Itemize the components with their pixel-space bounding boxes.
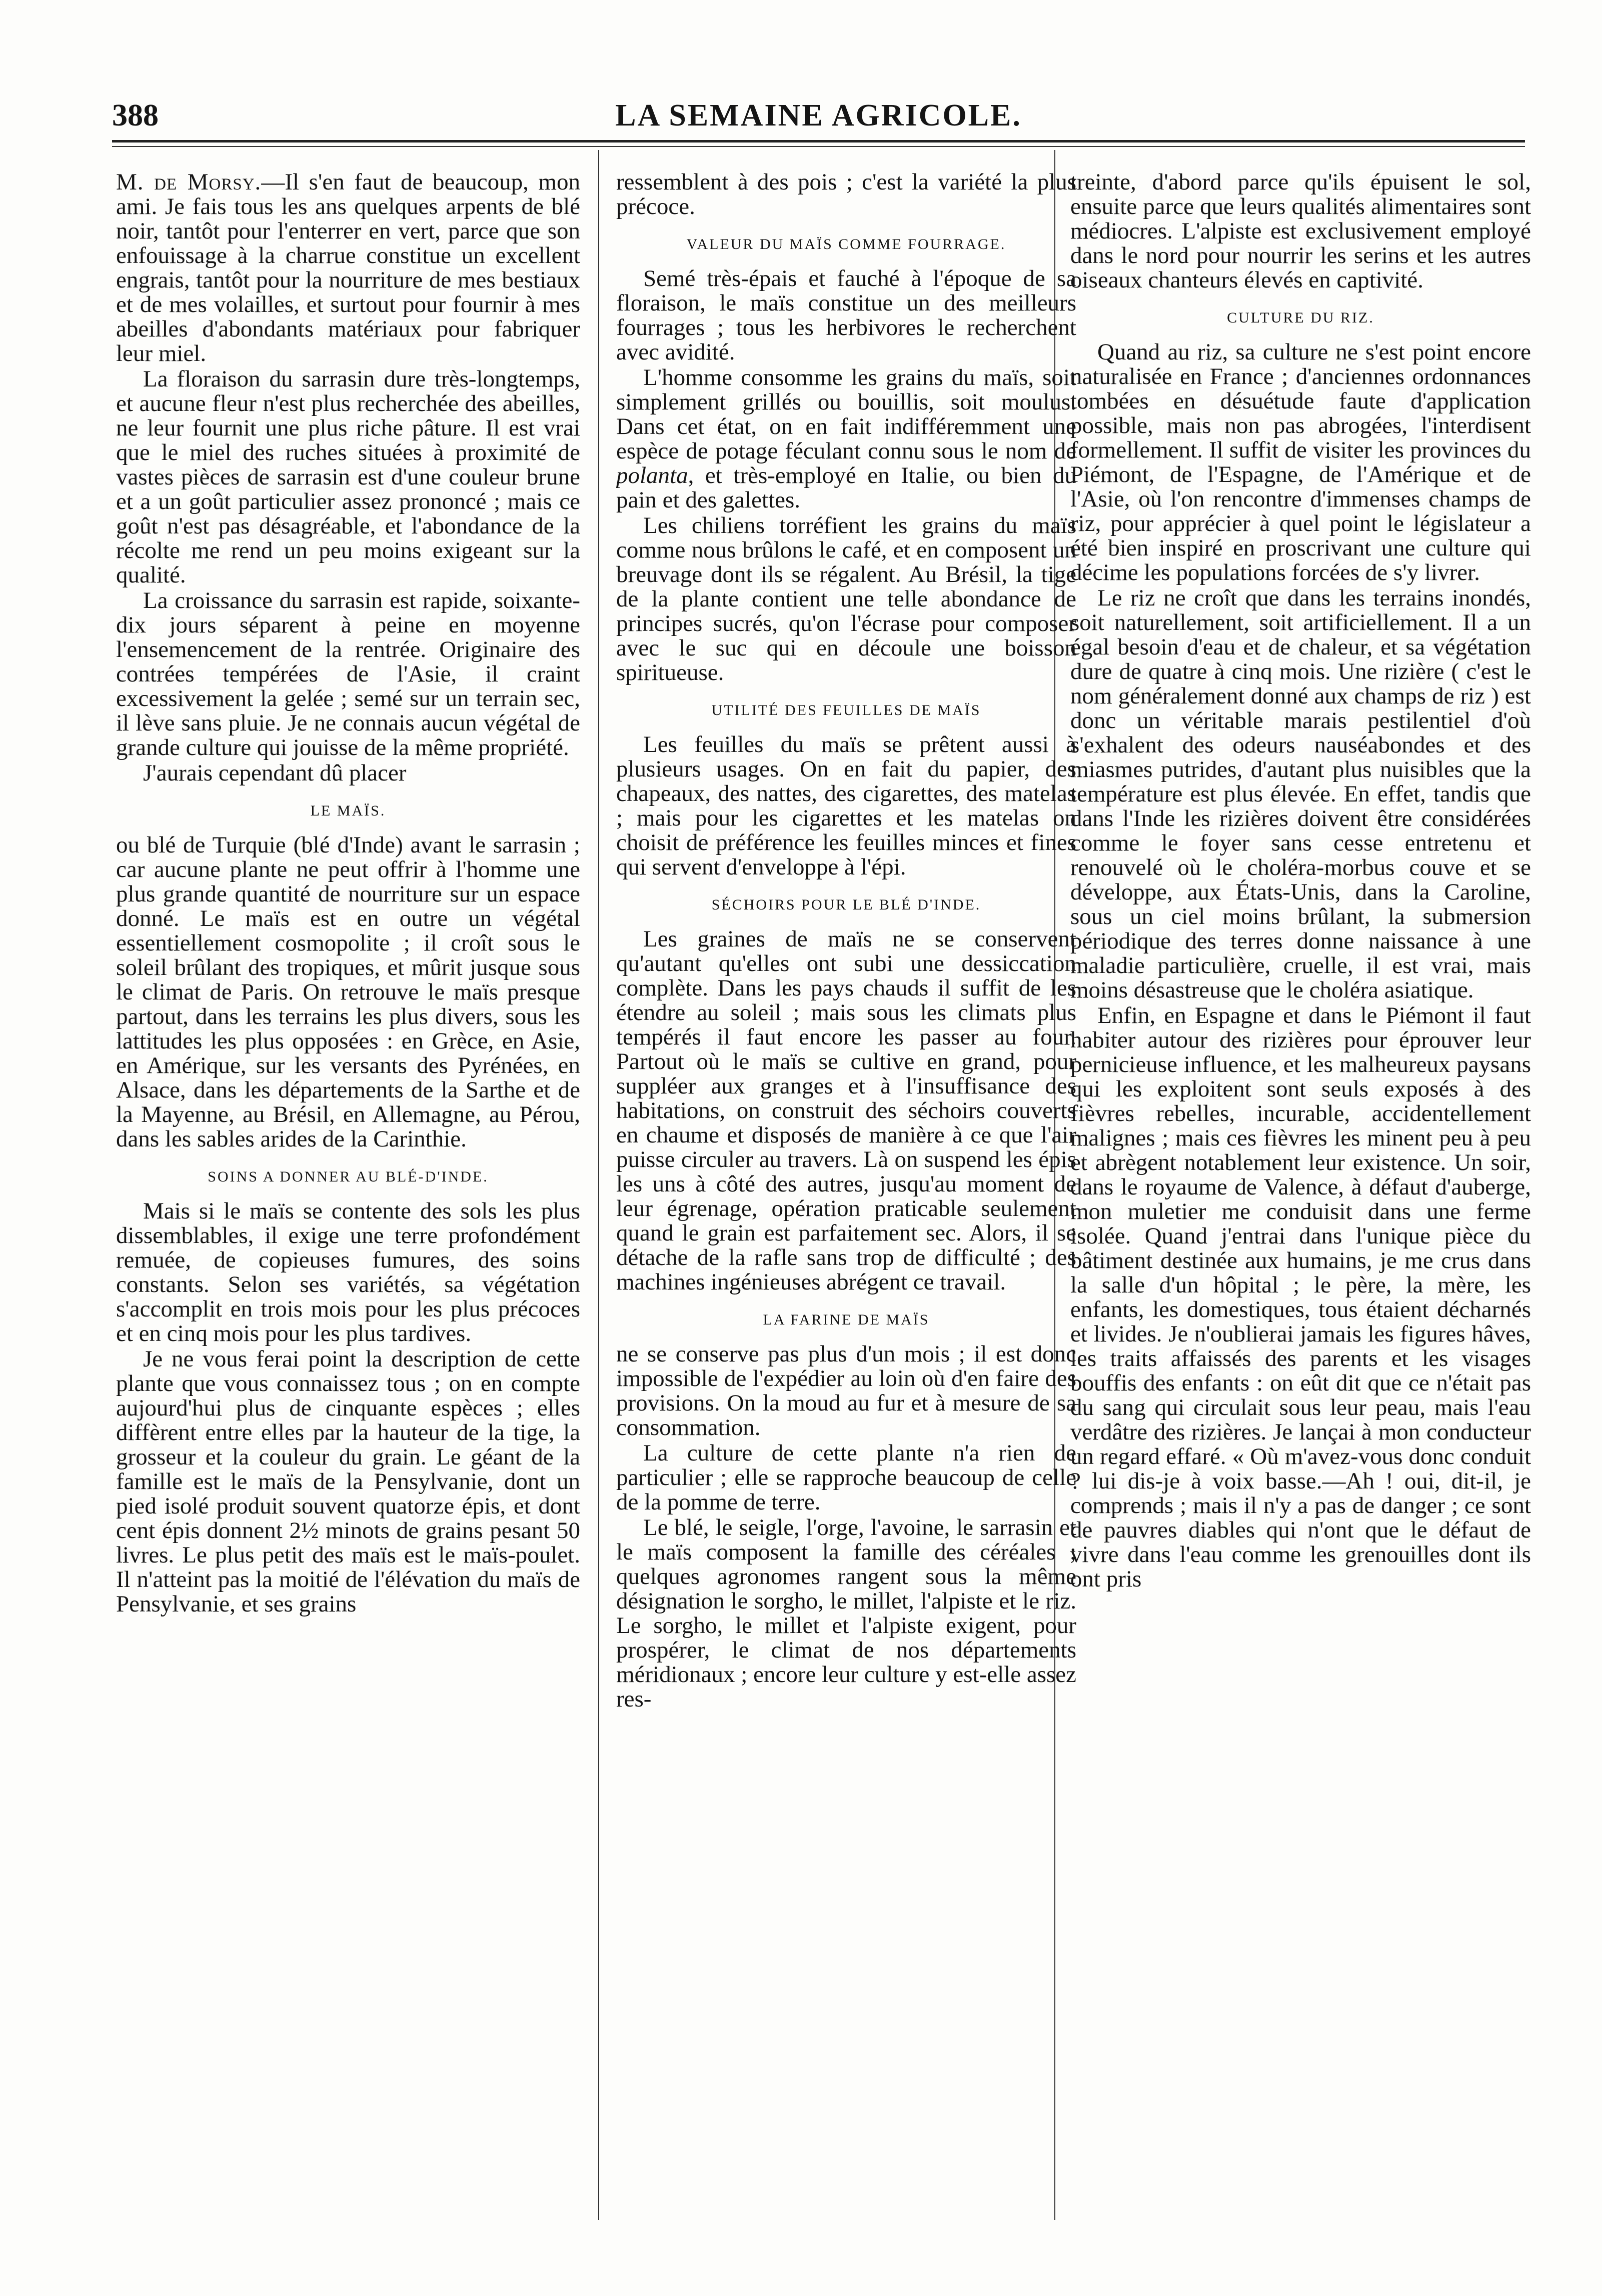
speaker-name: M. de Morsy. — [116, 170, 262, 195]
paragraph: J'aurais cependant dû placer — [143, 760, 407, 786]
section-heading: CULTURE DU RIZ. — [1227, 310, 1374, 326]
section-heading: SOINS A DONNER AU BLÉ-D'INDE. — [208, 1168, 489, 1185]
paragraph: Les graines de maïs ne se conservent qu'autant qu'elles ont subi une dessiccation complète. Dans les pays chauds il suffit de les étendre au soleil ; mais sous les climats plus tempérés il faut encore les passer au four. Partout où le maïs se cultive en grand, pour suppléer aux granges et à l'insuffisance des habitations, on construit des séchoirs couverts en chaume et disposés de manière à ce que l'air puisse circuler au travers. Là on suspend les épis les uns à côté des autres, jusqu'au moment de leur égrenage, opération praticable seulement quand le grain est parfaitement sec. Alors, il se détache de la rafle sans trop de difficulté ; des machines ingénieuses abrégent ce travail. — [616, 926, 1076, 1295]
paragraph: Le blé, le seigle, l'orge, l'avoine, le sarrasin et le maïs composent la famille des céréales ; quelques agronomes rangent sous la même désignation le sorgho, le millet, l'alpiste et le riz. Le sorgho, le millet et l'alpiste exigent, pour prospérer, le climat de nos départements méridionaux ; encore leur culture y est-elle assez res- — [616, 1514, 1076, 1712]
paragraph: La croissance du sarrasin est rapide, soixante-dix jours séparent à peine en moyenne l'ensemencement de la rentrée. Originaire des contrées tempérées de l'Asie, il craint excessivement la gelée ; semé sur un terrain sec, il lève sans pluie. Je ne connais aucun végétal de grande culture qui jouisse de la même propriété. — [116, 588, 580, 760]
header-rule-thick — [112, 140, 1525, 142]
column-2 — [616, 170, 1076, 2230]
paragraph: ressemblent à des pois ; c'est la variété la plus précoce. — [616, 170, 1076, 220]
section-heading: LE MAÏS. — [310, 802, 386, 819]
journal-title: LA SEMAINE AGRICOLE. — [615, 98, 1022, 132]
paragraph: M. de Morsy.—Il s'en faut de beaucoup, mon ami. Je fais tous les ans quelques arpents de blé noir, tantôt pour l'enterrer en vert, parce que son enfouissage à la charrue constitue un excellent engrais, tantôt pour la nourriture de mes bestiaux et de mes volailles, et surtout pour fournir à mes abeilles d'abondants matériaux pour fabriquer leur miel. — [116, 170, 580, 366]
section-heading: LA FARINE DE MAÏS — [763, 1312, 930, 1328]
paragraph: Mais si le maïs se contente des sols les plus dissemblables, il exige une terre profondément remuée, de copieuses fumures, des soins constants. Selon ses variétés, sa végétation s'accomplit en trois mois pour les plus précoces et en cinq mois pour les plus tardives. — [116, 1198, 580, 1346]
paragraph: Les feuilles du maïs se prêtent aussi à plusieurs usages. On en fait du papier, des chapeaux, des nattes, des cigarettes, des matelas ; mais pour les cigarettes et les matelas on choisit de préférence les feuilles minces et fines qui servent d'enveloppe à l'épi. — [616, 732, 1076, 880]
section-heading: UTILITÉ DES FEUILLES DE MAÏS — [711, 702, 981, 718]
paragraph: Enfin, en Espagne et dans le Piémont il faut habiter autour des rizières pour éprouver leur pernicieuse influence, et les malheureux paysans qui les exploitent sont seuls exposés à des fièvres rebelles, incurable, accidentellement malignes ; mais ces fièvres les minent peu à peu et abrègent notablement leur existence. Un soir, dans le royaume de Valence, à défaut d'auberge, mon muletier me conduisit dans une ferme isolée. Quand j'entrai dans l'unique pièce du bâtiment destinée aux humains, je me crus dans la salle d'un hôpital ; le père, la mère, les enfants, les domestiques, tous étaient décharnés et livides. Je n'oublierai jamais les figures hâves, les traits affaissés des parents et les visages bouffis des enfants : on eût dit que ce n'était pas du sang qui circulait sous leur peau, mais l'eau verdâtre des rizières. Je lançai à mon conducteur un regard effaré. « Où m'avez-vous donc conduit ? lui dis-je à voix basse.—Ah ! oui, dit-il, je comprends ; mais il n'y a pas de danger ; ce sont de pauvres diables qui n'ont que le défaut de vivre dans l'eau comme les grenouilles dont ils ont pris — [1070, 1002, 1531, 1592]
paragraph: Les chiliens torréfient les grains du maïs comme nous brûlons le café, et en composent un breuvage dont ils se régalent. Au Brésil, la tige de la plante contient une telle abondance de principes sucrés, qu'on l'écrase pour composer avec le suc qui en découle une boisson spiritueuse. — [616, 512, 1076, 686]
section-heading: SÉCHOIRS POUR LE BLÉ D'INDE. — [711, 896, 981, 913]
paragraph: Semé très-épais et fauché à l'époque de sa floraison, le maïs constitue un des meilleurs fourrages ; tous les herbivores le recherchent avec avidité. — [616, 266, 1076, 365]
column-divider — [598, 150, 599, 2220]
paragraph: L'homme consomme les grains du maïs, soit simplement grillés ou bouillis, soit moulus. Dans cet état, on en fait indifféremment une espèce de potage féculant connu sous le nom de polanta, et très-employé en Italie, ou bien du pain et des galettes. — [616, 364, 1076, 513]
paragraph: ou blé de Turquie (blé d'Inde) avant le sarrasin ; car aucune plante ne peut offrir à l'homme une plus grande quantité de nourriture sur un espace donné. Le maïs est en outre un végétal essentiellement cosmopolite ; il croît sous le soleil brûlant des tropiques, et mûrit jusque sous le climat de Paris. On retrouve le maïs presque partout, dans les terrains les plus divers, sous les lattitudes les plus opposées : en Grèce, en Asie, en Amérique, sur les versants des Pyrénées, en Alsace, dans les départements de la Sarthe et de la Mayenne, au Brésil, en Allemagne, au Pérou, dans les sables arides de la Carinthie. — [116, 832, 580, 1152]
paragraph: ne se conserve pas plus d'un mois ; il est donc impossible de l'expédier au loin où d'en faire des provisions. On la moud au fur et à mesure de sa consommation. — [616, 1341, 1076, 1440]
paragraph: Quand au riz, sa culture ne s'est point encore naturalisée en France ; d'anciennes ordonnances tombées en désuétude faute d'application possible, mais non pas abrogées, l'interdisent formellement. Il suffit de visiter les provinces du Piémont, de l'Espagne, de l'Amérique et de l'Asie, où l'on rencontre d'immenses champs de riz, pour apprécier à quel point le législateur a été bien inspiré en proscrivant une culture qui décime les populations forcées de s'y livrer. — [1070, 339, 1531, 586]
section-heading: VALEUR DU MAÏS COMME FOURRAGE. — [686, 236, 1006, 252]
page-number: 388 — [112, 98, 159, 132]
page-header — [112, 98, 1525, 143]
paragraph: Je ne vous ferai point la description de cette plante que vous connaissez tous ; on en compte aujourd'hui plus de cinquante espèces ; elles diffèrent entre elles par la hauteur de la tige, la grosseur et la couleur du grain. Le géant de la famille est le maïs de la Pensylvanie, dont un pied isolé produit souvent quatorze épis, et dont cent épis donnent 2½ minots de grains pesant 50 livres. Le plus petit des maïs est le maïs-poulet. Il n'atteint pas la moitié de l'élévation du maïs de Pensylvanie, et ses grains — [116, 1346, 580, 1617]
column-1 — [116, 170, 580, 2230]
paragraph: treinte, d'abord parce qu'ils épuisent le sol, ensuite parce que leurs qualités alimentaires sont médiocres. L'alpiste est exclusivement employé dans le nord pour nourrir les serins et les autres oiseaux chanteurs élevés en captivité. — [1070, 170, 1531, 293]
header-rule-thin — [112, 146, 1525, 147]
paragraph: La culture de cette plante n'a rien de particulier ; elle se rapproche beaucoup de celle de la pomme de terre. — [616, 1440, 1076, 1515]
paragraph: La floraison du sarrasin dure très-longtemps, et aucune fleur n'est plus recherchée des abeilles, ne leur fournit une plus riche pâture. Il est vrai que le miel des ruches situées à proximité de vastes pièces de sarrasin est d'une couleur brune et a un goût particulier assez prononcé ; mais ce goût n'est pas désagréable, et l'abondance de la récolte me rend un peu moins exigeant sur la qualité. — [116, 366, 580, 588]
column-3 — [1070, 170, 1531, 2230]
paragraph: Le riz ne croît que dans les terrains inondés, soit naturellement, soit artificiellement. Il a un égal besoin d'eau et de chaleur, et sa végétation dure de quatre à cinq mois. Une rizière ( c'est le nom généralement donné aux champs de riz ) est donc un véritable marais pestilentiel d'où s'exhalent des odeurs nauséabondes et des miasmes putrides, d'autant plus nuisibles que la température est plus élevée. En effet, tandis que dans l'Inde les rizières doivent être considérées comme le foyer sans cesse entretenu et renouvelé où le choléra-morbus couve et se développe, aux États-Unis, dans la Caroline, sous un ciel moins brûlant, la submersion périodique des terres donne naissance à une maladie particulière, cruelle, il est vrai, mais moins désastreuse que le choléra asiatique. — [1070, 585, 1531, 1003]
